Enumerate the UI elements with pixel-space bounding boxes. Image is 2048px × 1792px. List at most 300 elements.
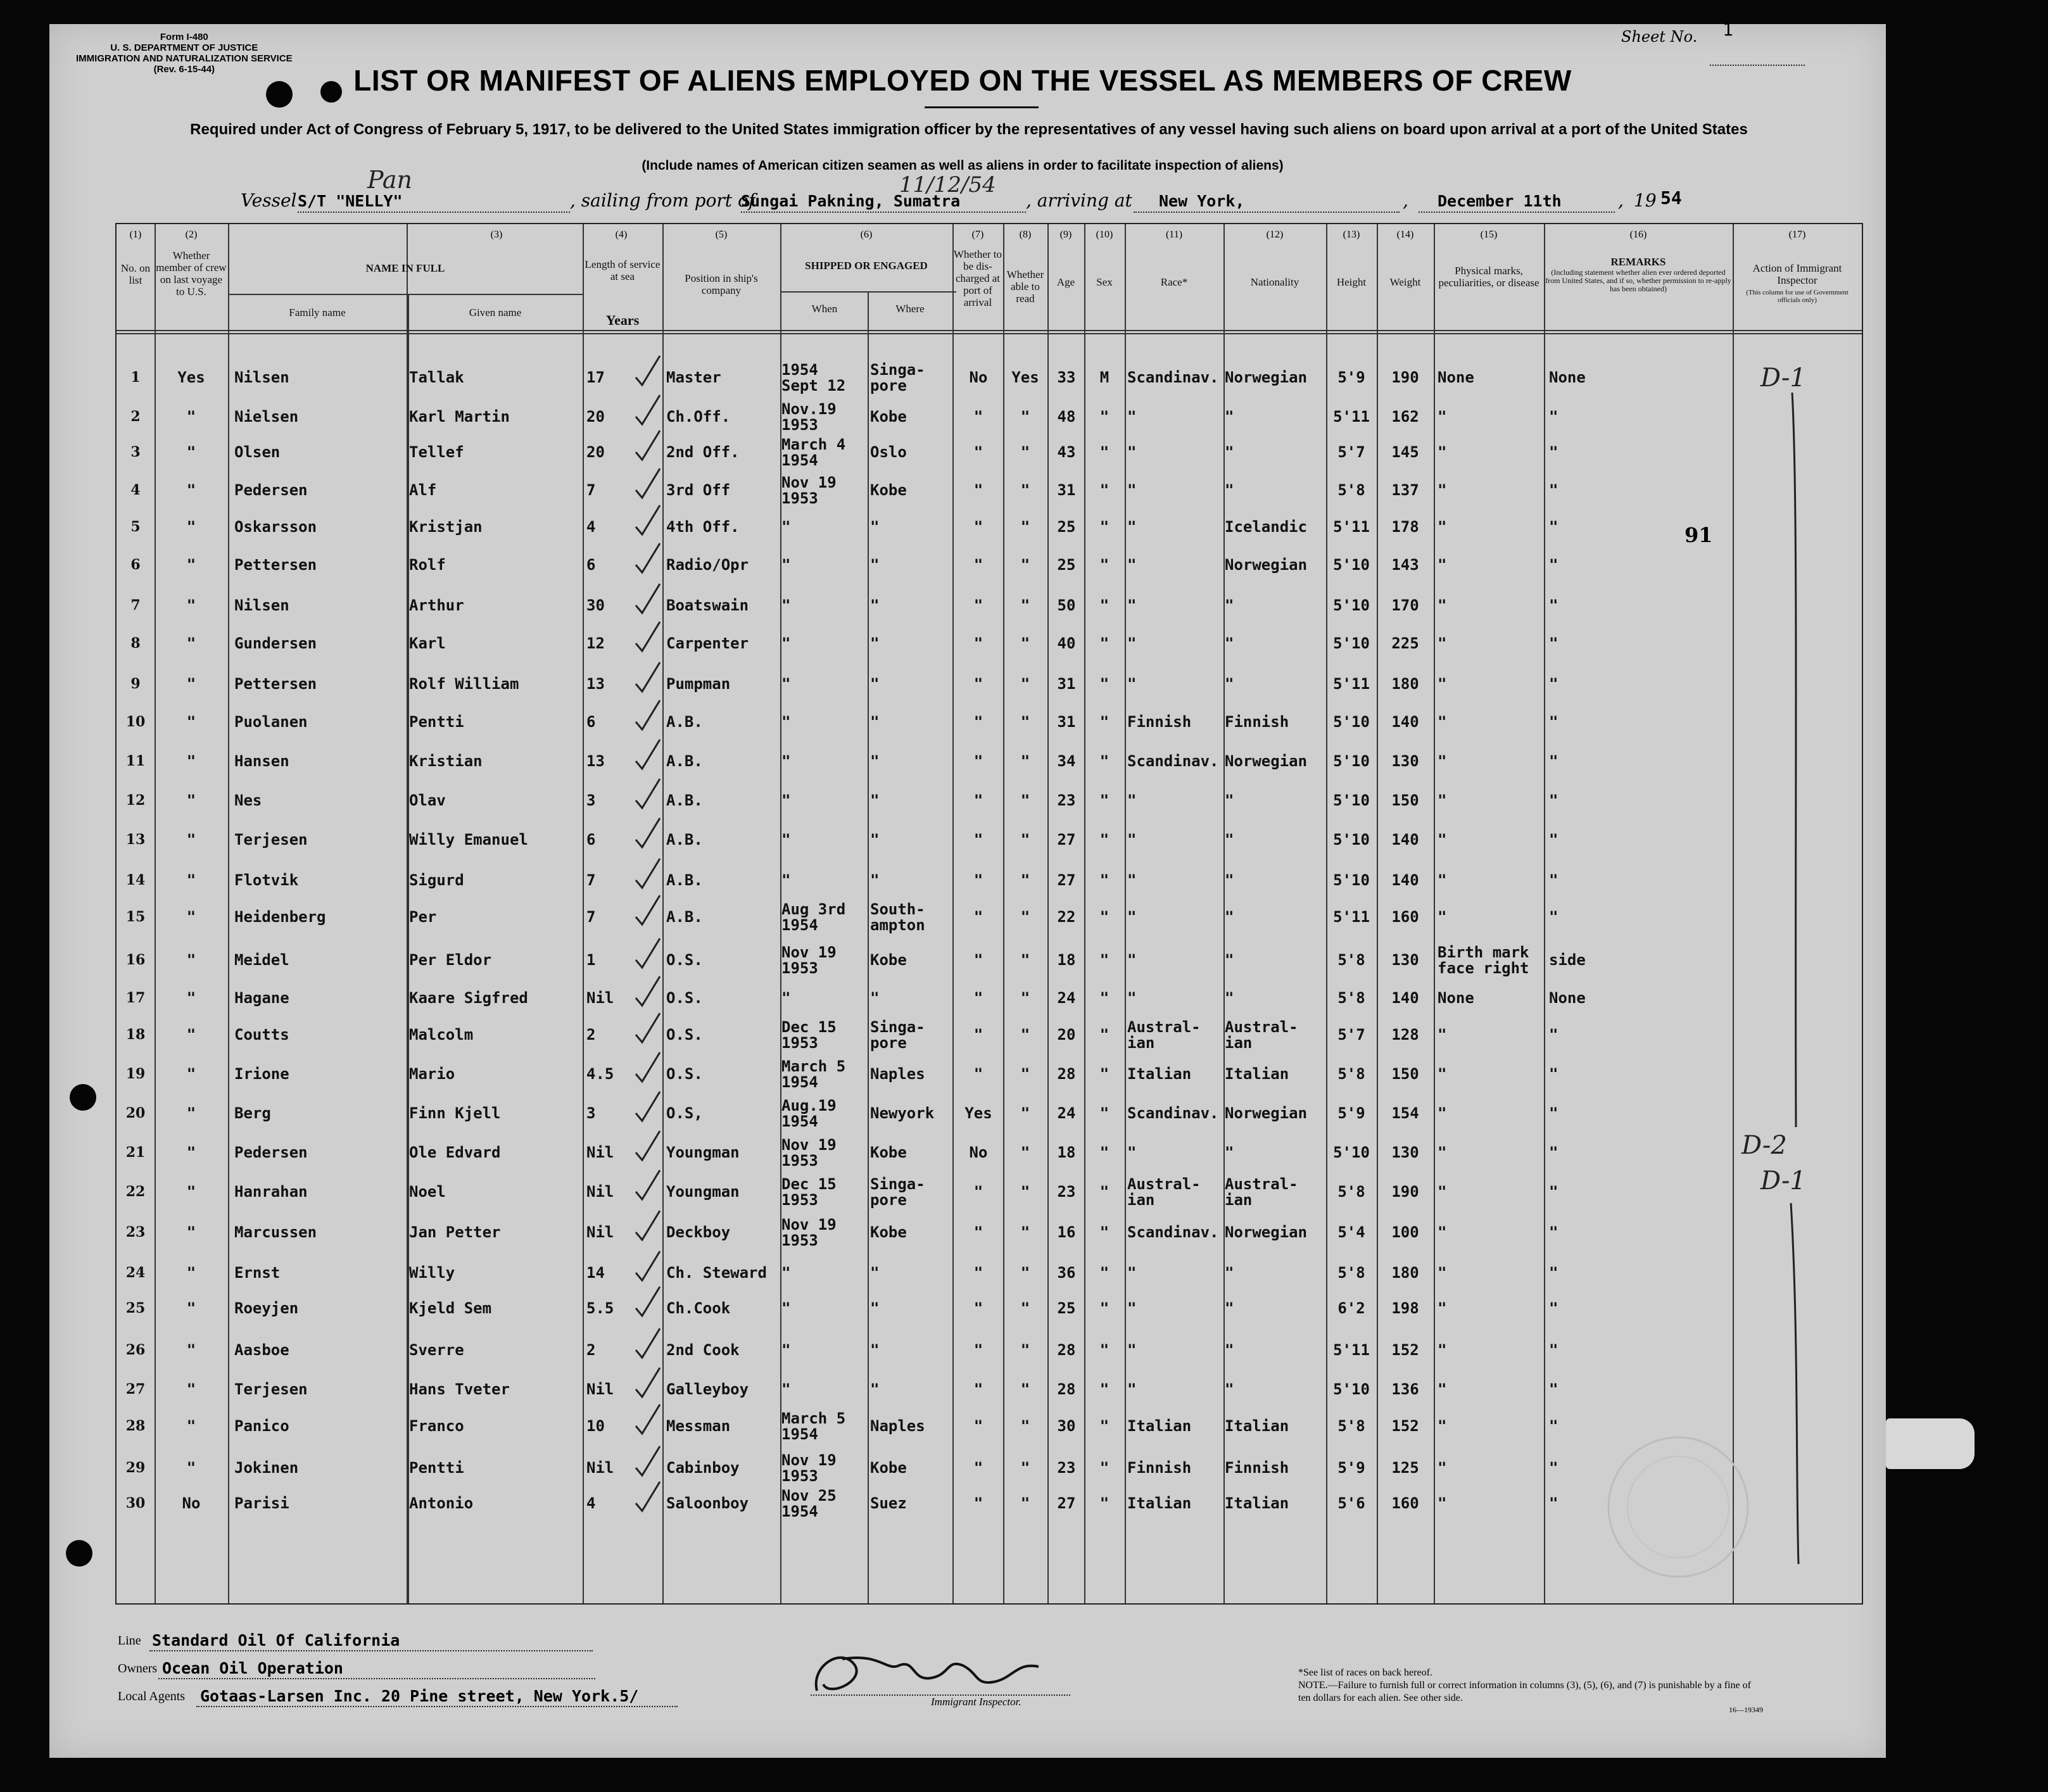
weight-cell: 140 [1391,871,1419,889]
arrival-date: December 11th [1438,192,1562,210]
row-number: 26 [125,1342,146,1358]
height-cell: 5'8 [1337,1264,1365,1282]
read-cell: " [1020,443,1030,461]
height-cell: 5'8 [1337,1065,1365,1083]
read-cell: " [1020,792,1030,809]
punch-hole [66,1540,92,1567]
family-name-cell: Oskarsson [234,518,317,536]
weight-cell: 154 [1391,1104,1419,1122]
nationality-cell: Norwegian [1225,369,1308,386]
years-cell: 5.5 [586,1299,614,1317]
given-name-cell: Arthur [409,596,464,614]
row-number: 10 [125,714,146,730]
check-mark-icon [631,1478,669,1516]
weight-cell: 128 [1391,1026,1419,1044]
header-sex: Sex [1096,276,1113,288]
family-name-cell: Pedersen [234,1144,308,1161]
sex-cell: " [1099,1104,1109,1122]
read-cell: " [1020,556,1030,574]
shipped-where-cell: Suez [870,1494,907,1512]
member-cell: " [186,752,196,770]
position-cell: Cabinboy [666,1459,740,1477]
years-cell: 20 [586,408,605,426]
sex-cell: " [1099,831,1109,849]
given-name-cell: Finn Kjell [409,1104,501,1122]
physical-cell: " [1438,1264,1447,1282]
race-cell: Finnish [1127,713,1192,731]
member-cell: " [186,1104,196,1122]
member-cell: " [186,634,196,652]
row-number: 28 [125,1418,146,1434]
shipped-where-cell: Naples [870,1065,925,1083]
family-name-cell: Aasboe [234,1341,289,1359]
action-bracket-lines [1773,380,1824,1570]
race-cell: " [1127,443,1137,461]
check-mark-icon [631,855,669,893]
height-cell: 5'10 [1333,596,1370,614]
check-mark-icon [631,659,669,697]
shipped-when-cell: Aug 3rd 1954 [781,900,846,934]
sex-cell: " [1099,713,1109,731]
family-name-cell: Pettersen [234,556,317,574]
sex-cell: " [1099,752,1109,770]
position-cell: Saloonboy [666,1494,749,1512]
sheet-number-label: Sheet No. [1621,28,1698,46]
member-cell: " [186,871,196,889]
given-name-cell: Pentti [409,713,464,731]
column-number: (16) [1629,229,1647,240]
position-cell: A.B. [666,831,703,849]
shipped-where-cell: " [870,792,880,809]
sex-cell: " [1099,518,1109,536]
position-cell: Ch.Cook [666,1299,731,1317]
member-cell: " [186,1264,196,1282]
check-mark-icon [631,1009,669,1047]
sex-cell: " [1099,1341,1109,1359]
row-number: 21 [125,1144,146,1161]
member-cell: No [182,1494,201,1512]
header-no: No. on list [120,262,151,286]
race-cell: " [1127,792,1137,809]
years-cell: 20 [586,443,605,461]
height-cell: 5'7 [1337,1026,1365,1044]
nationality-cell: Finnish [1225,713,1289,731]
read-cell: " [1020,596,1030,614]
shipped-where-cell: " [870,634,880,652]
column-number: (11) [1165,229,1183,240]
header-action-note: (This column for use of Government officials only) [1746,289,1849,304]
member-cell: " [186,989,196,1007]
weight-cell: 140 [1391,831,1419,849]
discharged-cell: " [973,518,983,536]
family-name-cell: Pettersen [234,675,317,693]
physical-cell: " [1438,1104,1447,1122]
check-mark-icon [631,502,669,539]
discharged-cell: " [973,908,983,926]
physical-cell: " [1438,1459,1447,1477]
position-cell: A.B. [666,752,703,770]
departure-date-note: 11/12/54 [899,172,996,198]
shipped-when-cell: Nov 19 1953 [781,1216,837,1249]
faint-stamp [1533,1425,1786,1589]
given-name-cell: Hans Tveter [409,1380,510,1398]
position-cell: Ch. Steward [666,1264,767,1282]
discharged-cell: " [973,1299,983,1317]
sex-cell: " [1099,1264,1109,1282]
member-cell: " [186,1026,196,1044]
nationality-cell: Norwegian [1225,556,1308,574]
weight-cell: 152 [1391,1341,1419,1359]
member-cell: " [186,481,196,499]
shipped-where-cell: Kobe [870,1459,907,1477]
arriving-label: , arriving at [1026,190,1132,211]
age-cell: 23 [1057,792,1076,809]
check-mark-icon [631,1088,669,1126]
row-number: 11 [125,753,146,769]
weight-cell: 225 [1391,634,1419,652]
action-note-d2: D-2 [1741,1131,1787,1160]
given-name-cell: Tellef [409,443,464,461]
shipped-where-cell: " [870,1299,880,1317]
weight-cell: 145 [1391,443,1419,461]
check-mark-icon [631,697,669,735]
years-cell: 6 [586,831,596,849]
row-number: 14 [125,872,146,888]
position-cell: Boatswain [666,596,749,614]
remarks-cell: " [1549,752,1558,770]
shipped-where-cell: Kobe [870,1223,907,1241]
height-cell: 5'8 [1337,951,1365,969]
shipped-when-cell: " [781,596,791,614]
check-mark-icon [631,736,669,774]
agents-label: Local Agents [118,1689,186,1703]
years-cell: 13 [586,675,605,693]
header-family-name: Family name [289,306,346,319]
header-position: Position in ship's company [685,272,758,296]
position-cell: Youngman [666,1183,740,1201]
column-divider [1733,224,1734,1603]
year-value: 54 [1660,187,1682,208]
member-cell: " [186,596,196,614]
age-cell: 34 [1057,752,1076,770]
name-subrule [228,294,583,295]
remarks-cell: " [1549,556,1558,574]
weight-cell: 178 [1391,518,1419,536]
check-mark-icon [631,1207,669,1245]
years-cell: 6 [586,556,596,574]
remarks-cell: " [1549,1417,1558,1435]
sex-cell: " [1099,871,1109,889]
check-mark-icon [631,814,669,852]
family-name-cell: Flotvik [234,871,299,889]
physical-cell: " [1438,443,1447,461]
owners-value: Ocean Oil Operation [162,1659,343,1677]
weight-cell: 150 [1391,1065,1419,1083]
given-name-cell: Tallak [409,369,464,386]
remarks-cell: " [1549,713,1558,731]
discharged-cell: " [973,1264,983,1282]
age-cell: 25 [1057,518,1076,536]
read-cell: " [1020,951,1030,969]
position-cell: O.S. [666,1026,703,1044]
nationality-cell: " [1225,951,1234,969]
physical-cell: " [1438,1299,1447,1317]
given-name-cell: Per [409,908,437,926]
discharged-cell: " [973,989,983,1007]
physical-cell: None [1438,369,1474,386]
header-nationality: Nationality [1250,276,1299,288]
shipped-where-cell: " [870,1264,880,1282]
remarks-cell: " [1549,1459,1558,1477]
read-cell: " [1020,1459,1030,1477]
sailing-label: , sailing from port of [570,190,755,211]
action-note-d1b: D-1 [1760,1166,1806,1196]
years-cell: 7 [586,871,596,889]
family-name-cell: Terjesen [234,1380,308,1398]
shipped-when-cell: " [781,1299,791,1317]
line-value: Standard Oil Of California [152,1631,400,1650]
age-cell: 27 [1057,1494,1076,1512]
given-name-cell: Ole Edvard [409,1144,501,1161]
race-cell: " [1127,1380,1137,1398]
column-number: (14) [1396,229,1414,240]
shipped-where-cell: Singa- pore [870,1175,925,1209]
weight-cell: 160 [1391,1494,1419,1512]
age-cell: 30 [1057,1417,1076,1435]
age-cell: 25 [1057,556,1076,574]
row-number: 6 [130,557,141,573]
discharged-cell: " [973,871,983,889]
position-cell: A.B. [666,713,703,731]
race-cell: " [1127,556,1137,574]
family-name-cell: Nilsen [234,369,289,386]
height-cell: 5'9 [1337,1459,1365,1477]
weight-cell: 140 [1391,713,1419,731]
height-cell: 5'8 [1337,481,1365,499]
discharged-cell: " [973,713,983,731]
column-number: (7) [971,229,984,240]
shipped-where-cell: " [870,1341,880,1359]
physical-cell: " [1438,481,1447,499]
race-cell: Scandinav. [1127,1223,1219,1241]
nationality-cell: Italian [1225,1494,1289,1512]
position-cell: 3rd Off [666,481,731,499]
member-cell: " [186,1183,196,1201]
years-cell: 3 [586,1104,596,1122]
discharged-cell: " [973,1380,983,1398]
shipped-when-cell: " [781,989,791,1007]
discharged-cell: " [973,1223,983,1241]
family-name-cell: Puolanen [234,713,308,731]
shipped-when-cell: Nov 19 1953 [781,943,837,977]
member-cell: " [186,1144,196,1161]
age-cell: 40 [1057,634,1076,652]
member-cell: " [186,908,196,926]
shipped-where-cell: " [870,752,880,770]
height-cell: 5'11 [1333,1341,1370,1359]
given-name-cell: Kristian [409,752,483,770]
race-cell: " [1127,675,1137,693]
remarks-cell: " [1549,408,1558,426]
column-number: (17) [1788,229,1806,240]
check-mark-icon [631,935,669,973]
member-cell: " [186,1417,196,1435]
shipped-subrule [780,291,956,293]
race-cell: " [1127,831,1137,849]
check-mark-icon [631,539,669,577]
nationality-cell: " [1225,989,1234,1007]
row-number: 12 [125,792,146,809]
nationality-cell: " [1225,1341,1234,1359]
years-cell: 2 [586,1341,596,1359]
position-cell: 4th Off. [666,518,740,536]
height-cell: 5'10 [1333,831,1370,849]
physical-cell: None [1438,989,1474,1007]
given-name-cell: Rolf [409,556,446,574]
header-remarks: REMARKS [1610,256,1666,268]
weight-cell: 100 [1391,1223,1419,1241]
discharged-cell: " [973,1494,983,1512]
header-when: When [811,303,838,315]
agents-value: Gotaas-Larsen Inc. 20 Pine street, New York.5/ [200,1687,639,1705]
position-cell: O.S, [666,1104,703,1122]
shipped-when-cell: Dec 15 1953 [781,1018,837,1052]
check-mark-icon [631,973,669,1011]
nationality-cell: Norwegian [1225,1104,1308,1122]
weight-cell: 140 [1391,989,1419,1007]
years-cell: 4.5 [586,1065,614,1083]
member-cell: " [186,1065,196,1083]
remarks-cell: " [1549,1341,1558,1359]
discharged-cell: " [973,634,983,652]
shipped-when-cell: Nov.19 1953 [781,400,837,434]
weight-cell: 125 [1391,1459,1419,1477]
member-cell: " [186,1299,196,1317]
age-cell: 23 [1057,1459,1076,1477]
shipped-when-cell: " [781,871,791,889]
height-cell: 5'11 [1333,675,1370,693]
discharged-cell: " [973,1026,983,1044]
given-name-cell: Mario [409,1065,455,1083]
sex-cell: " [1099,675,1109,693]
given-name-cell: Olav [409,792,446,809]
column-number: (5) [715,229,728,240]
nationality-cell: Austral- ian [1225,1018,1298,1052]
remarks-cell: " [1549,908,1558,926]
shipped-where-cell: " [870,713,880,731]
row-number: 17 [125,990,146,1006]
arrival-port: New York, [1159,192,1245,210]
race-cell: " [1127,481,1137,499]
nationality-cell: Austral- ian [1225,1175,1298,1209]
shipped-when-cell: " [781,634,791,652]
discharged-cell: " [973,1183,983,1201]
family-name-cell: Heidenberg [234,908,326,926]
shipped-when-cell: " [781,1341,791,1359]
discharged-cell: Yes [964,1104,992,1122]
weight-cell: 130 [1391,951,1419,969]
position-cell: O.S. [666,989,703,1007]
nationality-cell: " [1225,596,1234,614]
race-cell: Italian [1127,1494,1192,1512]
sex-cell: " [1099,1183,1109,1201]
remarks-cell: " [1549,1065,1558,1083]
given-name-cell: Antonio [409,1494,474,1512]
header-race: Race* [1160,276,1188,288]
weight-cell: 180 [1391,675,1419,693]
check-mark-icon [631,775,669,813]
position-cell: Galleyboy [666,1380,749,1398]
weight-cell: 152 [1391,1417,1419,1435]
check-mark-icon [631,1364,669,1402]
height-cell: 5'10 [1333,792,1370,809]
weight-cell: 190 [1391,369,1419,386]
shipped-where-cell: " [870,556,880,574]
check-mark-icon [631,1401,669,1439]
discharged-cell: " [973,408,983,426]
position-cell: Master [666,369,721,386]
race-cell: " [1127,908,1137,926]
check-mark-icon [631,892,669,930]
shipped-where-cell: Kobe [870,481,907,499]
weight-cell: 160 [1391,908,1419,926]
family-name-cell: Irione [234,1065,289,1083]
position-cell: O.S. [666,1065,703,1083]
shipped-where-cell: Oslo [870,443,907,461]
age-cell: 24 [1057,989,1076,1007]
read-cell: " [1020,989,1030,1007]
given-name-cell: Kjeld Sem [409,1299,492,1317]
row-number: 25 [125,1300,146,1316]
shipped-where-cell: " [870,1380,880,1398]
shipped-when-cell: March 5 1954 [781,1410,846,1443]
owners-label: Owners [118,1662,158,1675]
nationality-cell: Icelandic [1225,518,1308,536]
column-number: (3) [490,229,503,240]
family-name-cell: Roeyjen [234,1299,299,1317]
family-name-cell: Terjesen [234,831,308,849]
remarks-cell: " [1549,831,1558,849]
row-number: 24 [125,1265,146,1281]
row-number: 9 [130,676,141,692]
shipped-where-cell: " [870,518,880,536]
physical-cell: " [1438,1144,1447,1161]
member-cell: " [186,831,196,849]
row-number: 15 [125,909,146,925]
race-cell: Scandinav. [1127,752,1219,770]
position-cell: 2nd Off. [666,443,740,461]
print-code: 16—19349 [1729,1705,1763,1714]
nationality-cell: " [1225,634,1234,652]
remarks-cell: " [1549,792,1558,809]
column-number: (12) [1266,229,1284,240]
race-cell: Austral- ian [1127,1018,1201,1052]
sex-cell: " [1099,1417,1109,1435]
remarks-cell: " [1549,675,1558,693]
height-cell: 5'9 [1337,369,1365,386]
age-cell: 48 [1057,408,1076,426]
age-cell: 36 [1057,1264,1076,1282]
height-cell: 5'11 [1333,408,1370,426]
discharged-cell: " [973,831,983,849]
age-cell: 20 [1057,1026,1076,1044]
height-cell: 5'10 [1333,556,1370,574]
action-note-d1: D-1 [1760,363,1806,393]
family-name-cell: Panico [234,1417,289,1435]
sex-cell: " [1099,792,1109,809]
remarks-cell: " [1549,1223,1558,1241]
shipped-when-cell: Nov 19 1953 [781,1136,837,1170]
